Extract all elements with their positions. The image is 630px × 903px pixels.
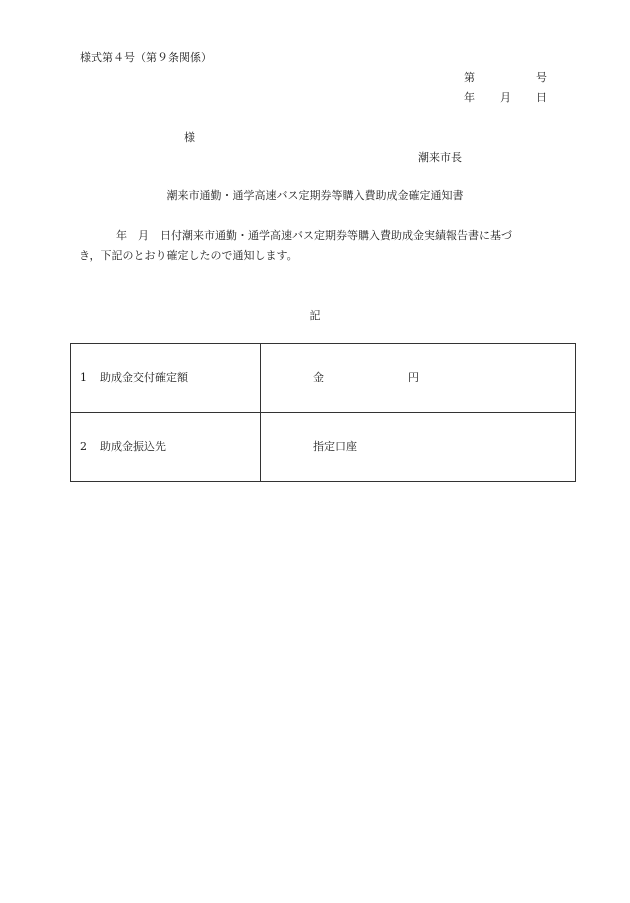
table-cell-label xyxy=(71,344,261,413)
value-prefix: 指定口座 xyxy=(313,440,357,454)
table-row xyxy=(71,413,576,482)
date-month: 月 xyxy=(500,91,511,104)
issuer: 潮来市長 xyxy=(418,151,462,164)
value-prefix: 金 xyxy=(313,371,324,385)
document-number-prefix: 第 xyxy=(464,71,475,84)
ki-heading: 記 xyxy=(309,309,321,322)
body-text-line-2: き，下記のとおり確定したので通知します。 xyxy=(79,249,298,262)
form-number: 様式第４号（第９条関係） xyxy=(80,51,212,64)
detail-table xyxy=(70,343,576,482)
table-cell-label xyxy=(71,413,261,482)
table-cell-value xyxy=(261,344,576,413)
document-number-suffix: 号 xyxy=(536,71,547,84)
row-label: 助成金振込先 xyxy=(100,440,166,454)
document-title: 潮来市通勤・通学高速バス定期券等購入費助成金確定通知書 xyxy=(166,189,464,202)
row-number: 2 xyxy=(80,440,87,454)
date-day: 日 xyxy=(536,91,547,104)
date-year: 年 xyxy=(464,91,475,104)
body-text-line-1: 年 月 日付潮来市通勤・通学高速バス定期券等購入費助成金実績報告書に基づ xyxy=(116,229,512,242)
table-cell-value xyxy=(261,413,576,482)
row-label: 助成金交付確定額 xyxy=(100,371,188,385)
value-suffix: 円 xyxy=(408,371,419,385)
row-number: 1 xyxy=(80,371,87,385)
table-row xyxy=(71,344,576,413)
addressee: 様 xyxy=(184,131,195,144)
